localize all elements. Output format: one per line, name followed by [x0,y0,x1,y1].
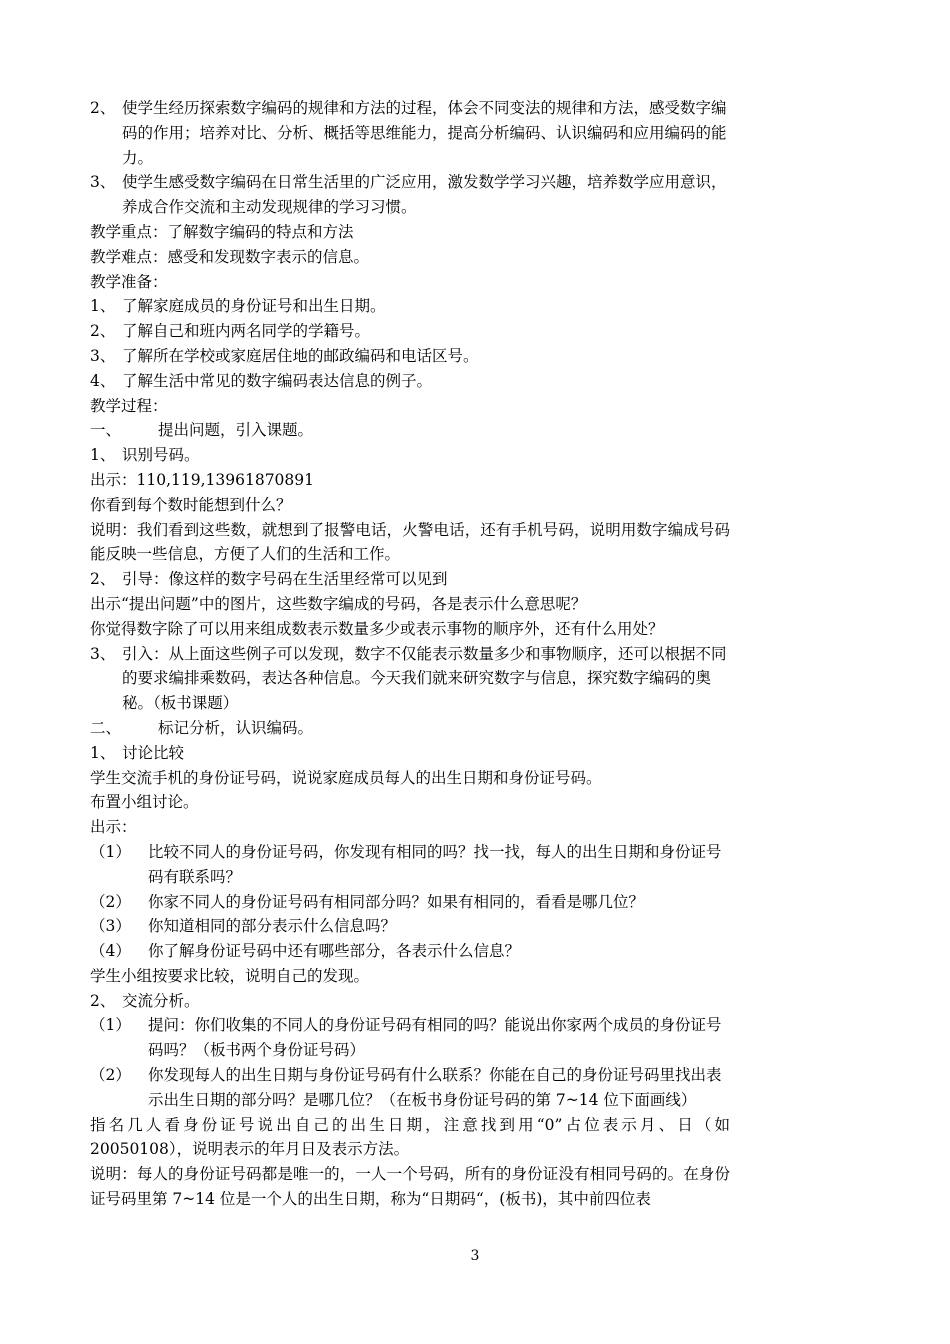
paragraph: 指名几人看身份证号说出自己的出生日期，注意找到用“0”占位表示月、日（如 20050108），说明表示的年月日及表示方法。 [90,1115,730,1159]
prep-title: 教学准备： [90,272,168,291]
list-number: （4） [90,942,131,961]
list-number: 3、 [90,173,116,192]
list-text: 引导：像这样的数字号码在生活里经常可以见到 [122,570,448,589]
list-number: 2、 [90,322,116,341]
prep-item [90,344,730,369]
list-text: 了解自己和班内两名同学的学籍号。 [122,322,371,341]
list-number: 1、 [90,297,116,316]
section-title: 提出问题，引入课题。 [158,421,314,440]
question-item [90,914,730,939]
page-number: 3 [470,1248,480,1264]
paragraph: 出示： [90,818,137,837]
list-text: 使学生感受数字编码在日常生活里的广泛应用，激发数学学习兴趣，培养数学应用意识，养成合作交流和主动发现规律的学习习惯。 [122,173,727,217]
list-number: 3、 [90,346,116,365]
list-text: 交流分析。 [122,991,200,1010]
list-text: 了解家庭成员的身份证号和出生日期。 [122,297,386,316]
paragraph: 学生交流手机的身份证号码，说说家庭成员每人的出生日期和身份证号码。 [90,768,602,787]
paragraph: 你觉得数字除了可以用来组成数表示数量多少或表示事物的顺序外，还有什么用处？ [90,619,664,638]
list-text: 提问：你们收集的不同人的身份证号码有相同的吗？能说出你家两个成员的身份证号码吗？（板书两个身份证号码） [148,1016,722,1060]
analysis-item [90,1013,730,1063]
section-number: 二、 [90,718,122,737]
list-text: 你知道相同的部分表示什么信息吗？ [148,917,397,936]
list-item [90,567,730,592]
list-item [90,443,730,468]
list-text: 引入：从上面这些例子可以发现，数字不仅能表示数量多少和事物顺序，还可以根据不同的要求编排乘数码，表达各种信息。今天我们就来研究数字与信息，探究数字编码的奥秘。（板书课题） [122,644,727,713]
list-item [90,741,730,766]
analysis-item [90,1063,730,1113]
list-text: 了解生活中常见的数字编码表达信息的例子。 [122,371,433,390]
prep-item [90,319,730,344]
section-heading [90,418,730,443]
document-body [90,96,730,1212]
list-number: （2） [90,1066,131,1085]
paragraph: 说明：每人的身份证号码都是唯一的，一人一个号码，所有的身份证没有相同号码的。在身份证号码里第 7~14 位是一个人的出生日期，称为“日期码“，(板书)，其中前四位表 [90,1165,730,1209]
paragraph: 布置小组讨论。 [90,793,199,812]
paragraph: 学生小组按要求比较，说明自己的发现。 [90,966,370,985]
question-item [90,840,730,890]
list-text: 你发现每人的出生日期与身份证号码有什么联系？你能在自己的身份证号码里找出表示出生日期的部分吗？是哪几位？（在板书身份证号码的第 7~14 位下面画线） [148,1066,722,1109]
list-number: 2、 [90,570,116,589]
list-text: 识别号码。 [122,446,200,465]
list-number: 3、 [90,644,116,663]
list-number: （1） [90,842,131,861]
list-number: （1） [90,1016,131,1035]
process-title: 教学过程： [90,396,168,415]
list-text: 使学生经历探索数字编码的规律和方法的过程，体会不同变法的规律和方法，感受数字编码的作用；培养对比、分析、概括等思维能力，提高分析编码、认识编码和应用编码的能力。 [122,99,727,167]
question-item [90,890,730,915]
list-text: 讨论比较 [122,743,185,762]
question-item [90,939,730,964]
list-text: 你家不同人的身份证号码有相同部分吗？如果有相同的，看看是哪几位？ [148,892,645,911]
list-text: 你了解身份证号码中还有哪些部分，各表示什么信息？ [148,942,521,961]
paragraph: 出示：110,119,13961870891 [90,470,315,489]
list-item [90,989,730,1014]
list-number: （3） [90,917,131,936]
goal-item [90,170,730,220]
list-item [90,642,730,716]
list-number: （2） [90,892,131,911]
list-text: 比较不同人的身份证号码，你发现有相同的吗？找一找，每人的出生日期和身份证号码有联系吗？ [148,842,722,886]
list-number: 2、 [90,99,116,117]
list-number: 2、 [90,991,116,1010]
paragraph: 你看到每个数时能想到什么？ [90,495,292,514]
paragraph: 说明：我们看到这些数，就想到了报警电话，火警电话，还有手机号码，说明用数字编成号码能反映一些信息，方便了人们的生活和工作。 [90,520,730,564]
list-number: 1、 [90,446,116,465]
section-heading [90,716,730,741]
prep-item [90,369,730,394]
list-text: 了解所在学校或家庭居住地的邮政编码和电话区号。 [122,346,479,365]
prep-item [90,294,730,319]
section-number: 一、 [90,421,122,440]
key-point: 教学重点：了解数字编码的特点和方法 [90,222,354,241]
list-number: 1、 [90,743,116,762]
goal-item [90,96,730,170]
list-number: 4、 [90,371,116,390]
difficulty: 教学难点：感受和发现数字表示的信息。 [90,247,370,266]
paragraph: 出示“提出问题”中的图片，这些数字编成的号码，各是表示什么意思呢？ [90,594,587,613]
section-title: 标记分析，认识编码。 [158,718,314,737]
